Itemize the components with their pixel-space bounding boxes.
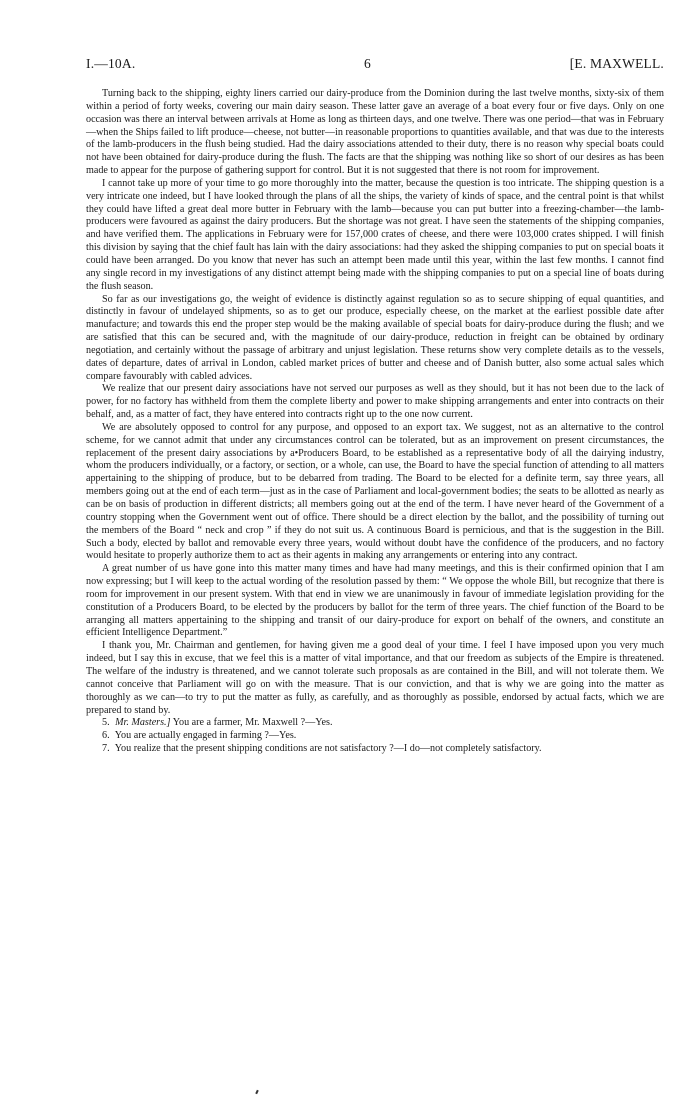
paragraph-shipping-record: Turning back to the shipping, eighty liners carried our dairy-produce from the Dominion during the last twelve months, sixty-six of them within a period of forty weeks, covering our main dairy season. These latter gave an average of a boat every four or five days. Only on one occasion was there an interval between arrivals at Home as long as thirteen days, and one twelve. There was one period—that was in February—when the Ships failed to lift produce—cheese, not butter—in reasonable proportions to quantities available, and that was due to the interests of the lamb-producers in the flush being studied. Had the dairy associations attended to their duty, there is no reason why special boats could not have been obtained for dairy-produce during the flush. The facts are that the shipping was nothing like so short of our desires as has been made to appear for the purpose of gathering support for control. But it is not suggested that there is not room for improvement. [86, 88, 664, 177]
question-text: You are actually engaged in farming ?—Yes. [114, 730, 297, 742]
witness-name: [E. MAXWELL. [569, 56, 664, 71]
question-text: You are a farmer, Mr. Maxwell ?—Yes. [172, 717, 333, 729]
document-page [86, 56, 664, 756]
body-text [86, 88, 664, 756]
paragraph-investigations: So far as our investigations go, the weight of evidence is distinctly against regulation so as to secure shipping of equal quantities, and distinctly in favour of undelayed shipments, so as to get our produce, especially cheese, on the market at the earliest possible date after manufacture; and towards this end the proper step would be the making available of special boats for dairy-produce during the flush; and we are satisfied that this can be secured and, with the magnitude of our dairy-produce, reduction in freight can be obtained by ordinary negotiation, and certainly without the passage of arbitrary and unjust legislation. These returns show very complete details as to the vessels, dates of departure, dates of arrival in London, cabled market prices of butter and cheese and of Danish butter, also some actual sales which compare favourably with cabled advices. [86, 293, 664, 382]
ink-speck [255, 1090, 259, 1094]
paragraph-shipping-question: I cannot take up more of your time to go more thoroughly into the matter, because the question is too intricate. The shipping question is a very intricate one indeed, but I have looked through the plans of all the ships, the variety of kinds of space, and the central point is that whilst they could have lifted a great deal more butter in February with the lamb—because you can put butter into a freezing-chamber—the lamb-producers were favoured as against the dairy producers. But the shortage was not great. I have seen the statements of the shipping companies, and have verified them. The applications in February were for 157,000 crates of cheese, and there were 103,000 crates shipped. I will finish this division by saying that the chief fault has lain with the dairy associations: had they asked the shipping companies to put on special boats it could have been arranged. Do you know that never has such an attempt been made until this year, within the last few months. I cannot find any single record in my investigations of any distinct attempt being made with the shipping companies to put on a special line of boats during the flush season. [86, 177, 664, 292]
page-header [86, 56, 664, 78]
question-number: 5. [102, 717, 110, 729]
paragraph-resolution: A great number of us have gone into this matter many times and have had many meetings, and this is their confirmed opinion that I am now expressing; but I will keep to the actual wording of the resolution passed by them: “ We oppose the whole Bill, but recognize that there is room for improvement in our present system. With that end in view we are unanimously in favour of immediate legislation providing for the constitution of a Producers Board, to be elected by the producers by ballot for the term of three years. The chief function of the Board to be arranging all matters appertaining to the shipping and transit of our dairy-produce for export on behalf of the owners, and constitute an efficient Intelligence Department.” [86, 563, 664, 639]
question-number: 7. [102, 743, 110, 755]
questioner: Mr. Masters.] [115, 717, 171, 729]
question-text: You realize that the present shipping conditions are not satisfactory ?—I do—not completely satisfactory. [114, 743, 542, 755]
paper-reference: I.—10A. [86, 56, 136, 71]
paragraph-closing-remarks: I thank you, Mr. Chairman and gentlemen, for having given me a good deal of your time. I feel I have imposed upon you very much indeed, but I say this in excuse, that we feel this is a matter of vital importance, and that our freedom as subjects of the Empire is threatened. The welfare of the industry is threatened, and we cannot tolerate such proposals as are contained in the Bill, and will not tolerate them. We cannot conceive that Parliament will go on with the measure. That is our conviction, and that is why we are going into the matter as thoroughly as we can—to try to put the matter as fully, as carefully, and as thoroughly as possible, endorsed by actual facts, which we are prepared to stand by. [86, 640, 664, 716]
question-5 [86, 717, 664, 730]
question-7 [86, 743, 664, 756]
question-6 [86, 730, 664, 743]
paragraph-opposed-to-control: We are absolutely opposed to control for any purpose, and opposed to an export tax. We suggest, not as an alternative to the control scheme, for we cannot admit that under any circumstances control can be tolerated, but as an improvement on present circumstances, the replacement of the present dairy associations by a•Producers Board, to be established as a representative body of all the dairying industry, whom the producers individually, or a factory, or section, or a whole, can use, the Board to have the special function of attending to all matters appertaining to the shipping of produce, but to be debarred from trading. The Board to be elected for a definite term, say three years, all members going out at the end of each term—just as in the case of Parliament and local-government bodies; the seats to be allotted as nearly as can be on basis of production in different districts; all members going out at the end of the term. I have never heard of the Government of a country stopping when the Government went out of office. There should be a direct election by the ballot, and the possibility of turning out the members of the Board “ neck and crop ” if they do not suit us. A continuous Board is pernicious, and that is the suggestion in the Bill. Such a body, elected by ballot and removable every three years, would without doubt have the confidence of the producers, and no factory would hesitate to properly authorize them to act as their agents in making any arrangements or entering into any contract. [86, 421, 664, 562]
paragraph-dairy-associations: We realize that our present dairy associations have not served our purposes as well as they should, but it has not been due to the lack of power, for no factory has withheld from them the complete liberty and power to make shipping arrangements and enter into contracts on their behalf, and, as a matter of fact, they have entered into contracts right up to the one now current. [86, 383, 664, 421]
page-number: 6 [364, 56, 371, 71]
question-number: 6. [102, 730, 110, 742]
